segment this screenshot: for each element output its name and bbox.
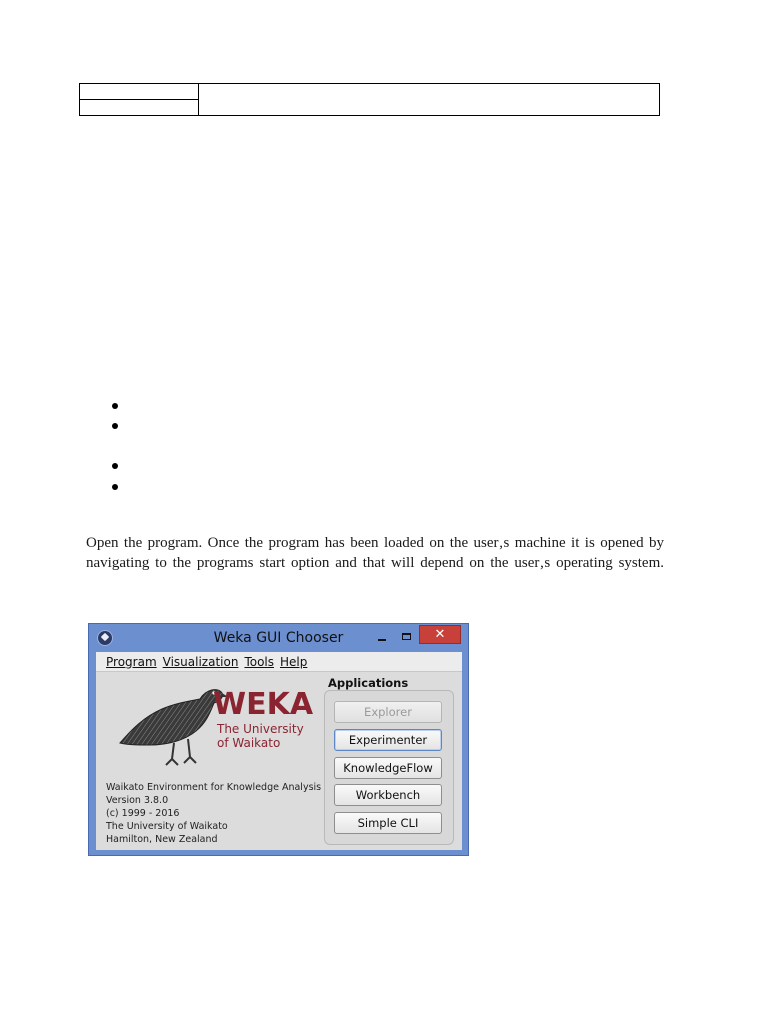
applications-panel [324,690,454,845]
menu-bar [96,652,462,672]
info-line: The University of Waikato [106,821,228,832]
paragraph-line: navigating to the programs start option and that will depend on the user‚s operating system. [86,555,664,571]
window-title: Weka GUI Chooser [213,630,344,646]
simple-cli-button[interactable]: Simple CLI [334,812,442,834]
weka-bird-icon [114,679,226,769]
window-client-area [96,652,462,850]
bullet-point [112,463,118,469]
bullet-point [112,403,118,409]
bullet-point [112,423,118,429]
about-info [106,781,321,846]
header-table [79,83,660,116]
instruction-paragraph [86,533,664,573]
explorer-button[interactable]: Explorer [334,701,442,723]
minimize-icon[interactable] [371,626,393,646]
university-line-2: of Waikato [217,736,281,750]
knowledgeflow-button[interactable]: KnowledgeFlow [334,757,442,779]
info-line: Waikato Environment for Knowledge Analysis [106,782,322,793]
info-line: (c) 1999 - 2016 [106,808,180,819]
workbench-button[interactable]: Workbench [334,784,442,806]
maximize-icon[interactable] [395,626,417,646]
menu-program[interactable]: Program [106,654,157,669]
weka-gui-chooser-window [88,623,469,856]
weka-logo-text: WEKA [213,687,314,722]
menu-visualization[interactable]: Visualization [162,654,239,669]
bullet-point [112,484,118,490]
paragraph-line: Open the program. Once the program has been loaded on the user‚s machine it is opened by [86,535,664,551]
menu-help[interactable]: Help [280,654,308,669]
header-cell-bottom-left [80,100,199,115]
close-icon[interactable]: ✕ [419,625,461,644]
applications-label: Applications [328,676,409,690]
header-cell-top-left [80,84,199,100]
university-line-1: The University [217,722,304,736]
menu-tools[interactable]: Tools [244,654,274,669]
experimenter-button[interactable]: Experimenter [334,729,442,751]
info-line: Version 3.8.0 [106,795,169,806]
info-line: Hamilton, New Zealand [106,834,218,845]
title-bar[interactable] [89,624,468,652]
